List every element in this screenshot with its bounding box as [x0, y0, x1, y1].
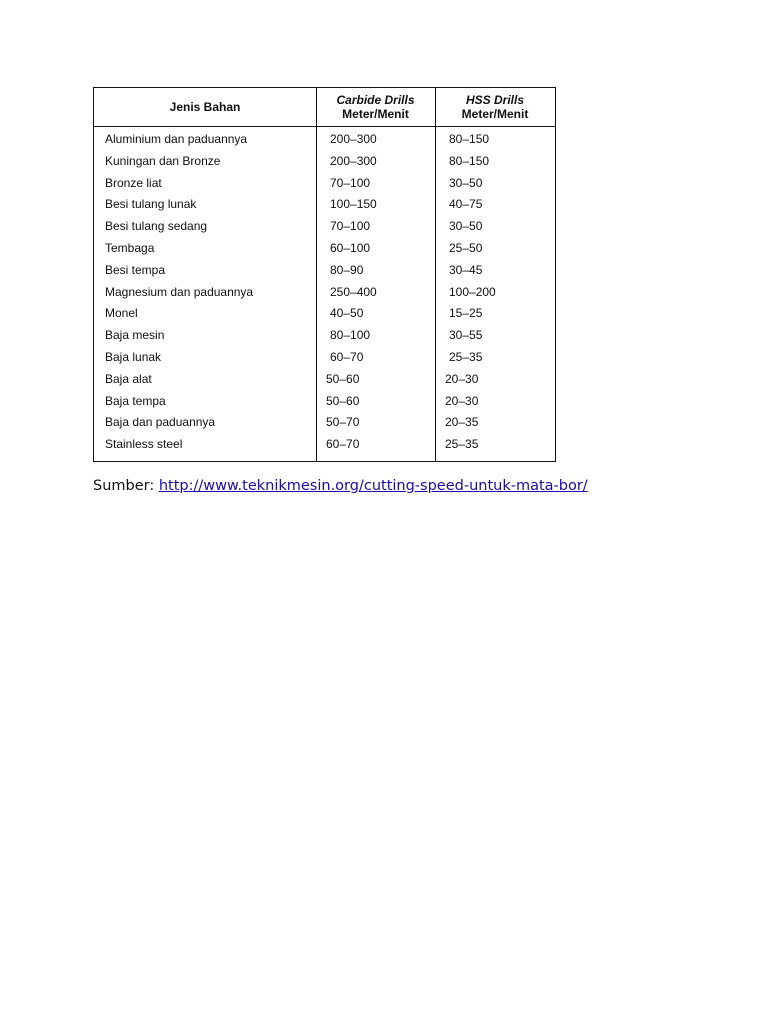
- hss-speed-cell: 30–50: [449, 219, 483, 234]
- table-row: [94, 325, 555, 347]
- carbide-speed-cell: 200–300: [330, 153, 377, 168]
- header-carbide: [316, 88, 435, 126]
- material-cell: Aluminium dan paduannya: [105, 132, 248, 146]
- table-row: [94, 369, 555, 391]
- header-carbide-unit: Meter/Menit: [342, 107, 409, 121]
- header-divider: [94, 126, 555, 127]
- carbide-speed-cell: 100–150: [330, 197, 377, 212]
- table-row: [94, 347, 555, 369]
- table-row: [94, 151, 555, 173]
- table-row: [94, 216, 555, 238]
- carbide-speed-cell: 40–50: [330, 306, 364, 321]
- header-hss: [435, 88, 555, 126]
- material-cell: Monel: [105, 306, 138, 321]
- carbide-speed-cell: 250–400: [330, 284, 377, 299]
- table-body: [94, 129, 555, 456]
- carbide-speed-cell: 60–100: [330, 240, 371, 255]
- carbide-speed-cell: 60–70: [330, 349, 364, 364]
- material-cell: Magnesium dan paduannya: [105, 284, 254, 299]
- material-cell: Besi tempa: [105, 262, 166, 277]
- carbide-speed-cell: 70–100: [330, 175, 371, 190]
- hss-speed-cell: 80–150: [449, 153, 490, 168]
- source-citation: [93, 476, 588, 496]
- header-material: [94, 88, 316, 126]
- hss-speed-cell: 15–25: [449, 306, 483, 321]
- carbide-speed-cell: 70–100: [330, 219, 371, 234]
- source-label: Sumber:: [93, 478, 159, 494]
- carbide-speed-cell: 60–70: [326, 437, 360, 452]
- header-hss-unit: Meter/Menit: [461, 107, 529, 121]
- hss-speed-cell: 20–30: [445, 393, 479, 408]
- hss-speed-cell: 20–30: [445, 371, 479, 386]
- table-row: [94, 129, 555, 151]
- header-hss-title: HSS Drills: [465, 93, 525, 107]
- material-cell: Stainless steel: [105, 437, 183, 452]
- material-cell: Baja dan paduannya: [105, 415, 216, 430]
- table-row: [94, 391, 555, 413]
- material-cell: Tembaga: [105, 240, 155, 255]
- material-cell: Baja lunak: [105, 349, 162, 364]
- hss-speed-cell: 40–75: [449, 197, 483, 212]
- carbide-speed-cell: 80–100: [330, 328, 371, 343]
- material-cell: Baja mesin: [105, 328, 165, 343]
- table-row: [94, 412, 555, 434]
- material-cell: Bronze liat: [105, 175, 162, 190]
- hss-speed-cell: 25–50: [449, 240, 483, 255]
- material-cell: Baja alat: [105, 371, 152, 386]
- table-row: [94, 303, 555, 325]
- material-cell: Besi tulang lunak: [105, 197, 197, 212]
- material-cell: Besi tulang sedang: [105, 219, 208, 234]
- hss-speed-cell: 30–55: [449, 328, 483, 343]
- hss-speed-cell: 100–200: [449, 284, 496, 299]
- material-cell: Kuningan dan Bronze: [105, 153, 221, 168]
- carbide-speed-cell: 50–70: [326, 415, 360, 430]
- header-carbide-title: Carbide Drills: [336, 93, 415, 107]
- table-row: [94, 173, 555, 195]
- table-row: [94, 434, 555, 456]
- table-row: [94, 282, 555, 304]
- carbide-speed-cell: 80–90: [330, 262, 364, 277]
- hss-speed-cell: 80–150: [449, 132, 490, 146]
- carbide-speed-cell: 50–60: [326, 371, 360, 386]
- carbide-speed-cell: 200–300: [330, 132, 377, 146]
- carbide-speed-cell: 50–60: [326, 393, 360, 408]
- hss-speed-cell: 20–35: [445, 415, 479, 430]
- cutting-speed-table: [93, 87, 556, 462]
- table-row: [94, 194, 555, 216]
- table-row: [94, 238, 555, 260]
- hss-speed-cell: 25–35: [445, 437, 479, 452]
- source-link[interactable]: http://www.teknikmesin.org/cutting-speed-untuk-mata-bor/: [158, 478, 588, 494]
- hss-speed-cell: 25–35: [449, 349, 483, 364]
- header-material-label: Jenis Bahan: [169, 100, 241, 114]
- table-row: [94, 260, 555, 282]
- hss-speed-cell: 30–45: [449, 262, 483, 277]
- hss-speed-cell: 30–50: [449, 175, 483, 190]
- material-cell: Baja tempa: [105, 393, 166, 408]
